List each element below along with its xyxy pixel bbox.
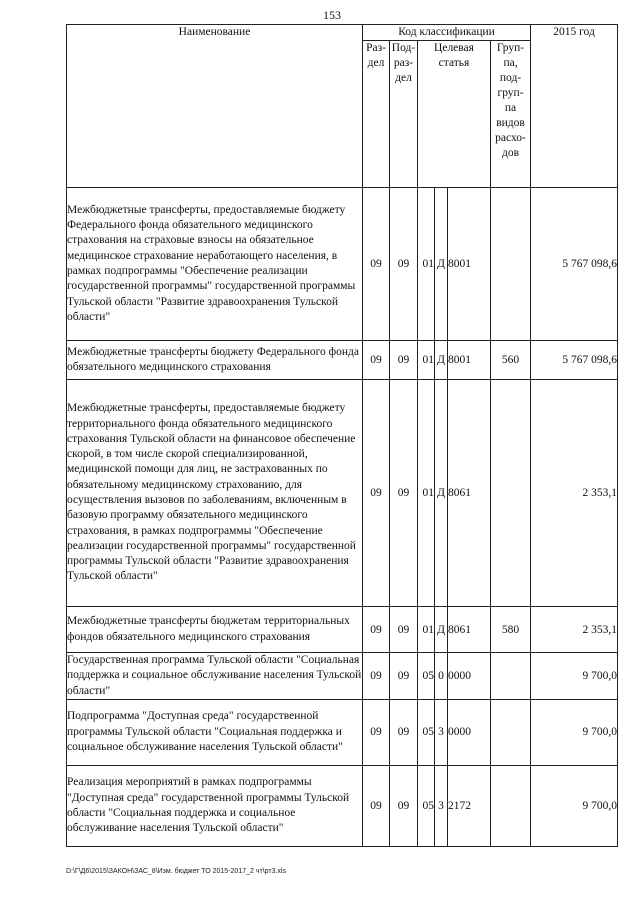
row-target-direction: 8001: [448, 188, 491, 341]
row-group: 560: [491, 341, 531, 380]
row-name: Межбюджетные трансферты, предоставляемые бюджету Федерального фонда обязательного медицинского страхования на страховые взносы на обязательное медицинское страхование неработающего населения, в рамках подпрограммы "Обеспечение реализации государственной программы" государственной программы Тульской области "Развитие здравоохранения Тульской области": [67, 188, 363, 341]
header-group: Груп- па, под- груп- па видов расхо- дов: [491, 41, 531, 188]
row-name: Межбюджетные трансферты бюджету Федерального фонда обязательного медицинского страхования: [67, 341, 363, 380]
row-target-program: 01: [418, 188, 435, 341]
row-group: [491, 380, 531, 607]
row-name: Межбюджетные трансферты, предоставляемые бюджету территориального фонда обязательного медицинского страхования Тульской области на финансовое обеспечение скорой, в том числе скорой специализированной, медицинской помощи для лиц, не застрахованных по обязательному медицинскому страхованию, для осуществления вызовов по заболеваниям, включенным в базовую программу обязательного медицинского страхования, в рамках подпрограммы "Обеспечение реализации государственной программы" государственной программы Тульской области "Развитие здравоохранения Тульской области": [67, 380, 363, 607]
row-group: [491, 188, 531, 341]
row-target-subprogram: 0: [435, 653, 448, 700]
row-section: 09: [363, 188, 390, 341]
file-path-footer: D:\Г\Д6\2015\ЗАКОН\ЗАС_8\Изм. бюджет ТО 2015-2017_2 чт\рт3.xls: [66, 868, 286, 875]
row-section: 09: [363, 653, 390, 700]
row-target-program: 01: [418, 380, 435, 607]
table-row: [67, 653, 618, 700]
header-section: Раз- дел: [363, 41, 390, 188]
table-row: [67, 341, 618, 380]
row-target-direction: 8061: [448, 607, 491, 653]
row-group: [491, 653, 531, 700]
row-name: Межбюджетные трансферты бюджетам территориальных фондов обязательного медицинского страхования: [67, 607, 363, 653]
table-row: [67, 699, 618, 765]
header-year: 2015 год: [531, 25, 618, 188]
row-name: Подпрограмма "Доступная среда" государственной программы Тульской области "Социальная поддержка и социальное обслуживание населения Тульской области": [67, 699, 363, 765]
row-subsection: 09: [390, 380, 418, 607]
table-header-row: [67, 25, 618, 41]
row-amount: 5 767 098,6: [531, 341, 618, 380]
row-target-subprogram: Д: [435, 341, 448, 380]
row-group: [491, 765, 531, 846]
row-target-program: 01: [418, 607, 435, 653]
header-target-article: Целевая статья: [418, 41, 491, 188]
row-subsection: 09: [390, 188, 418, 341]
header-classification-code: Код классификации: [363, 25, 531, 41]
row-target-direction: 8001: [448, 341, 491, 380]
row-section: 09: [363, 699, 390, 765]
table-row: [67, 380, 618, 607]
row-target-subprogram: 3: [435, 765, 448, 846]
row-section: 09: [363, 380, 390, 607]
row-subsection: 09: [390, 699, 418, 765]
row-target-subprogram: Д: [435, 607, 448, 653]
row-target-direction: 2172: [448, 765, 491, 846]
row-subsection: 09: [390, 607, 418, 653]
row-name: Государственная программа Тульской области "Социальная поддержка и социальное обслуживание населения Тульской области": [67, 653, 363, 700]
table-row: [67, 188, 618, 341]
row-group: 580: [491, 607, 531, 653]
row-amount: 9 700,0: [531, 765, 618, 846]
row-target-direction: 0000: [448, 653, 491, 700]
row-target-direction: 0000: [448, 699, 491, 765]
budget-table: [66, 24, 618, 847]
header-name: Наименование: [67, 25, 363, 188]
row-subsection: 09: [390, 653, 418, 700]
row-group: [491, 699, 531, 765]
row-amount: 2 353,1: [531, 380, 618, 607]
row-target-program: 05: [418, 653, 435, 700]
row-section: 09: [363, 341, 390, 380]
row-amount: 9 700,0: [531, 699, 618, 765]
row-section: 09: [363, 765, 390, 846]
row-target-subprogram: 3: [435, 699, 448, 765]
row-target-subprogram: Д: [435, 188, 448, 341]
table-row: [67, 765, 618, 846]
row-target-program: 05: [418, 765, 435, 846]
row-section: 09: [363, 607, 390, 653]
row-target-program: 01: [418, 341, 435, 380]
row-amount: 9 700,0: [531, 653, 618, 700]
row-subsection: 09: [390, 765, 418, 846]
row-target-subprogram: Д: [435, 380, 448, 607]
row-amount: 5 767 098,6: [531, 188, 618, 341]
row-name: Реализация мероприятий в рамках подпрограммы "Доступная среда" государственной программы Тульской области "Социальная поддержка и социальное обслуживание населения Тульской области": [67, 765, 363, 846]
header-subsection: Под- раз- дел: [390, 41, 418, 188]
row-amount: 2 353,1: [531, 607, 618, 653]
row-subsection: 09: [390, 341, 418, 380]
row-target-direction: 8061: [448, 380, 491, 607]
row-target-program: 05: [418, 699, 435, 765]
page-number: 153: [323, 8, 341, 22]
table-row: [67, 607, 618, 653]
